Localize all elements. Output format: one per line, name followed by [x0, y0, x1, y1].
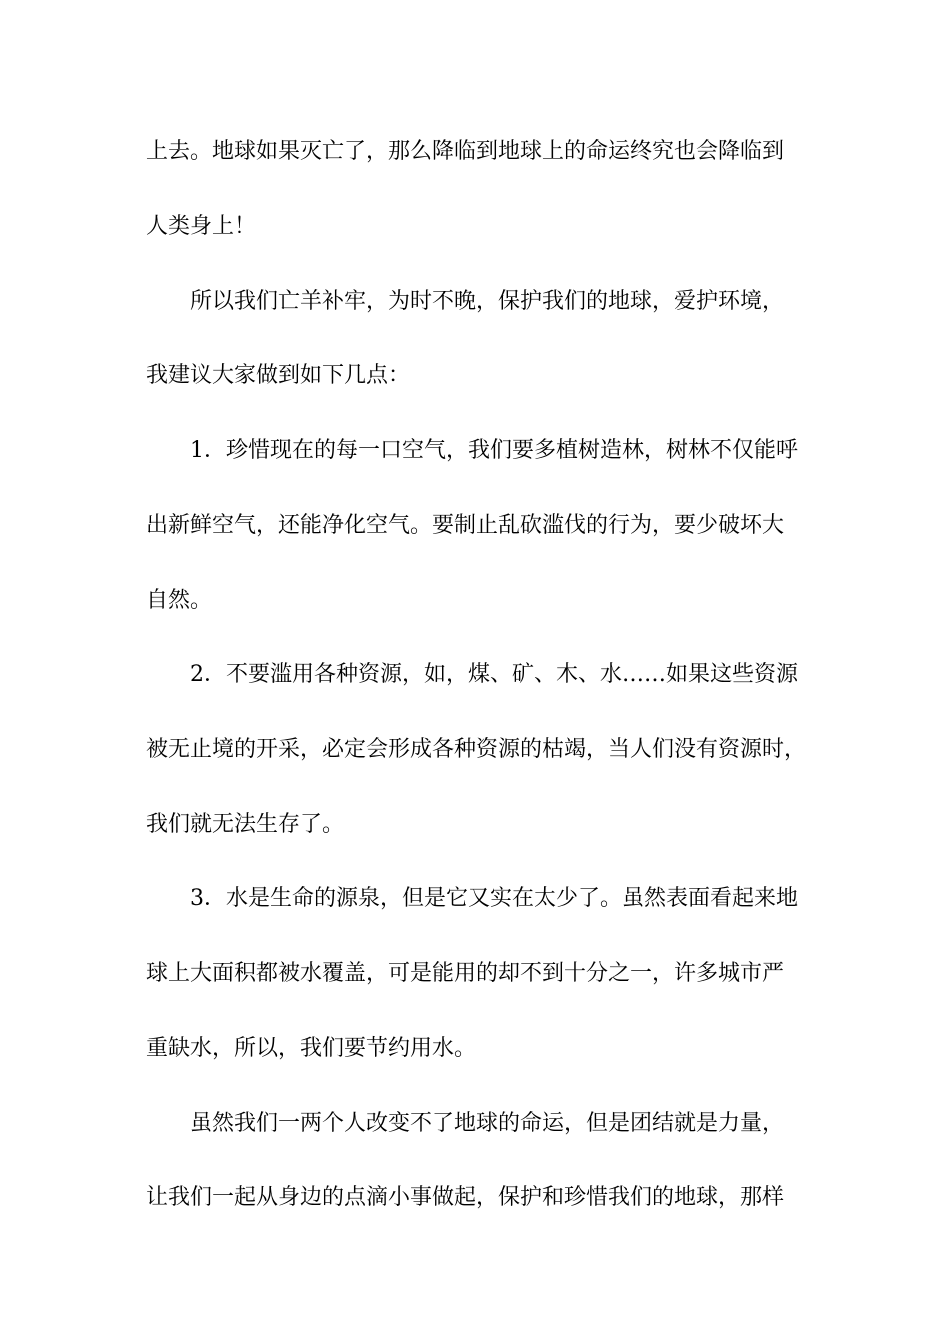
text-line: 被无止境的开采，必定会形成各种资源的枯竭，当人们没有资源时， [146, 737, 807, 762]
text-line: 人类身上！ [146, 214, 257, 239]
text-line: 重缺水，所以，我们要节约用水。 [146, 1036, 477, 1061]
text-line: 我建议大家做到如下几点： [146, 363, 411, 388]
text-line: 上去。地球如果灭亡了，那么降临到地球上的命运终究也会降临到 [146, 139, 785, 164]
text-line: 1．珍惜现在的每一口空气，我们要多植树造林，树林不仅能呼 [190, 438, 798, 463]
text-line: 所以我们亡羊补牢，为时不晚，保护我们的地球，爱护环境， [190, 289, 785, 314]
text-line: 我们就无法生存了。 [146, 812, 345, 837]
text-line: 自然。 [146, 588, 213, 613]
text-line: 3．水是生命的源泉，但是它又实在太少了。虽然表面看起来地 [190, 886, 798, 911]
text-line: 出新鲜空气，还能净化空气。要制止乱砍滥伐的行为，要少破坏大 [146, 513, 785, 538]
text-line: 2．不要滥用各种资源，如，煤、矿、木、水……如果这些资源 [190, 662, 798, 687]
text-line: 虽然我们一两个人改变不了地球的命运，但是团结就是力量， [190, 1111, 785, 1136]
text-line: 球上大面积都被水覆盖，可是能用的却不到十分之一，许多城市严 [146, 961, 785, 986]
text-line: 让我们一起从身边的点滴小事做起，保护和珍惜我们的地球，那样 [146, 1185, 785, 1210]
